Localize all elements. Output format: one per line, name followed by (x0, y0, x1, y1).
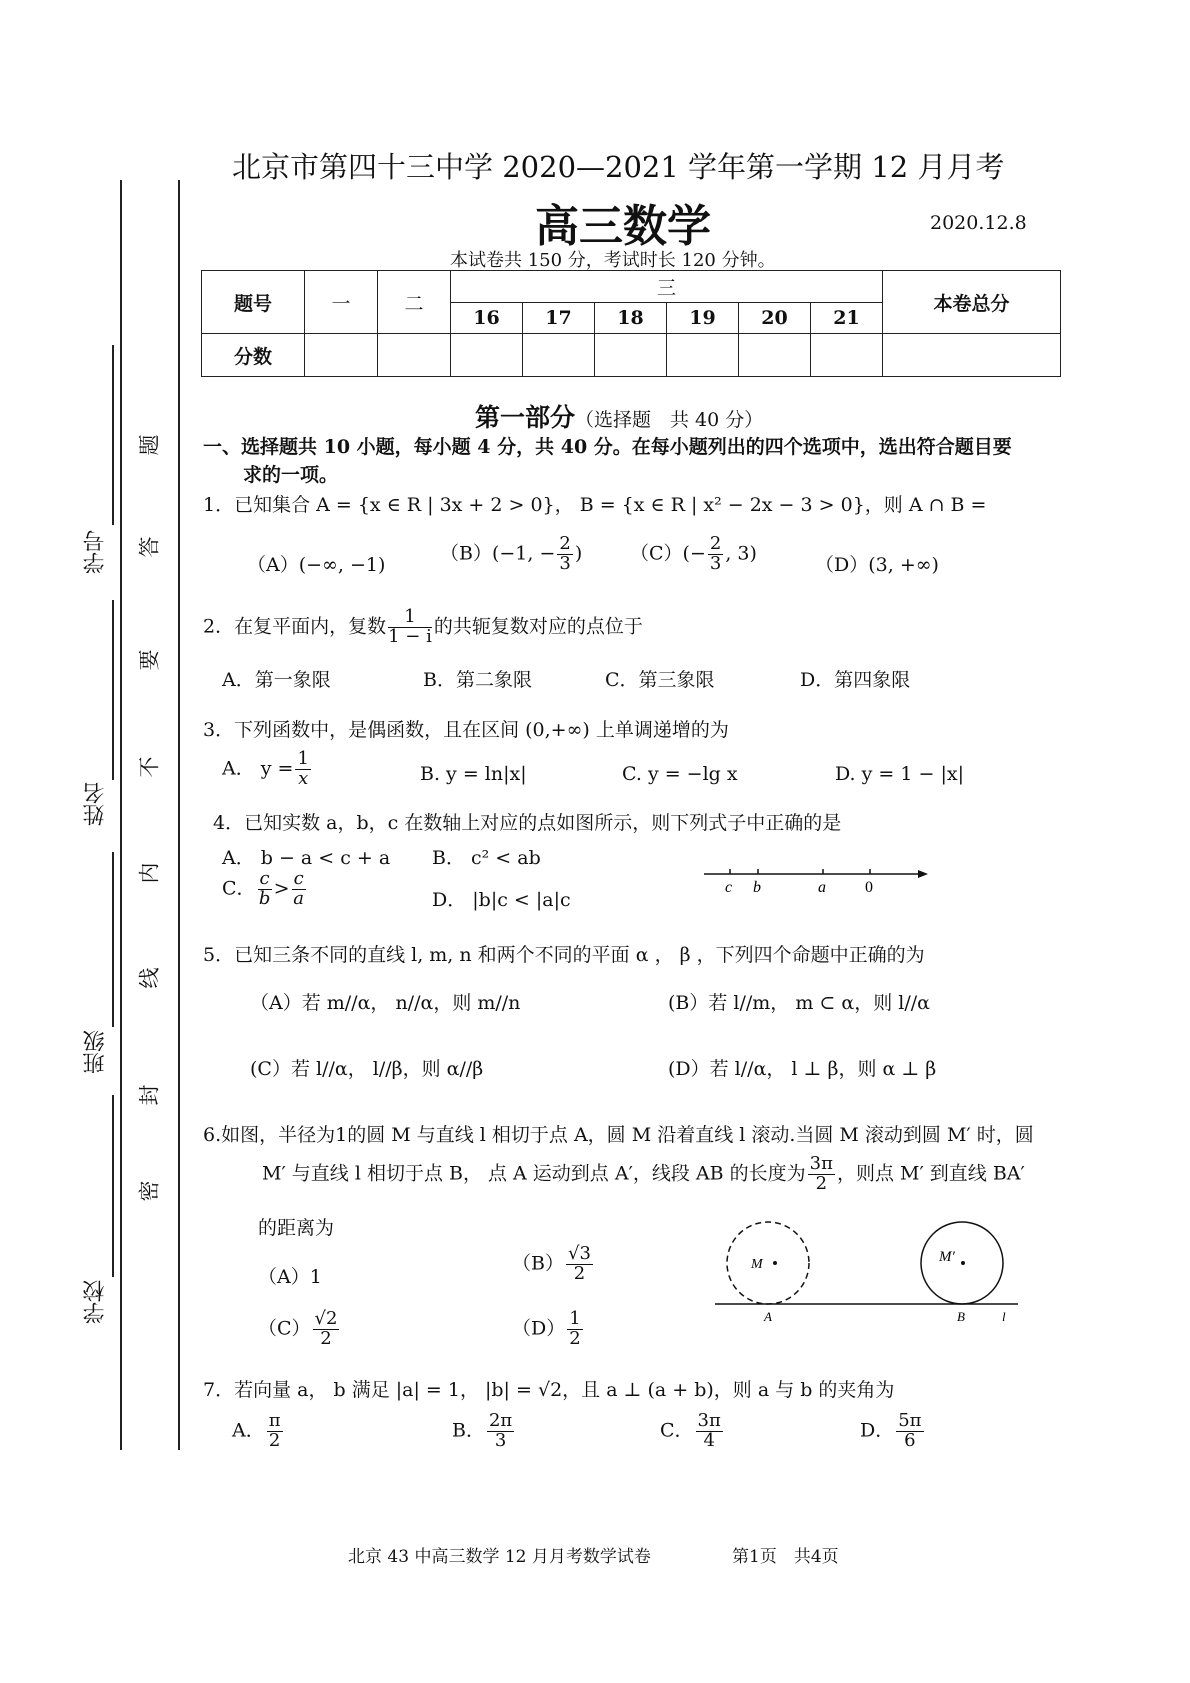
fig-label-b: B (957, 1309, 965, 1324)
score-cell[interactable] (523, 334, 595, 377)
name-blank[interactable] (112, 600, 114, 780)
header-q20: 20 (739, 303, 811, 334)
axis-label-0: 0 (865, 879, 873, 896)
q4-option-b[interactable]: B． c² < ab (432, 847, 541, 869)
exam-info: 本试卷共 150 分，考试时长 120 分钟。 (450, 250, 776, 271)
q3-option-b[interactable]: B. y = ln|x| (420, 763, 527, 785)
number-line-figure (700, 862, 940, 902)
warning-char-3: 要 (137, 649, 162, 671)
student-id-label: 学号 (83, 530, 108, 574)
student-id-blank[interactable] (112, 345, 114, 525)
q3-option-d[interactable]: D. y = 1 − |x| (835, 763, 964, 785)
binding-line-right (178, 180, 180, 1450)
q3-option-c[interactable]: C. y = −lg x (622, 763, 738, 785)
fig-label-m: M (751, 1257, 763, 1272)
warning-char-5: 内 (137, 862, 162, 884)
q6-option-b[interactable]: （B） $\frac{√3}{2}$ (512, 1243, 591, 1284)
header-q18: 18 (595, 303, 667, 334)
warning-char-6: 线 (137, 967, 162, 989)
score-cell[interactable] (451, 334, 523, 377)
q7-stem: 7．若向量 a， b 满足 |a| = 1， |b| = √2，且 a ⊥ (a + b)，则 a 与 b 的夹角为 (203, 1379, 895, 1401)
class-label: 班级 (83, 1030, 108, 1074)
q6-line3: 的距离为 (258, 1217, 335, 1239)
rolling-circle-figure (710, 1215, 1030, 1330)
header-q19: 19 (667, 303, 739, 334)
school-label: 学校 (83, 1280, 108, 1324)
q4-option-d[interactable]: D． |b|c < |a|c (432, 889, 571, 911)
q2-option-c[interactable]: C．第三象限 (605, 669, 715, 691)
warning-char-7: 封 (137, 1084, 162, 1106)
score-cell-total[interactable] (883, 334, 1061, 377)
q7-option-c[interactable]: C． $\frac{3\pi}{4}$ (660, 1410, 721, 1451)
q5-option-d[interactable]: (D）若 l//α， l ⊥ β，则 α ⊥ β (668, 1058, 937, 1080)
q7-option-a[interactable]: A． $\frac{\pi}{2}$ (232, 1410, 281, 1451)
footer-title: 北京 43 中高三数学 12 月月考数学试卷 (348, 1547, 651, 1567)
q6-option-a[interactable]: （A）1 (258, 1266, 322, 1288)
score-cell[interactable] (305, 334, 378, 377)
header-q16: 16 (451, 303, 523, 334)
score-cell[interactable] (811, 334, 883, 377)
q1-option-b[interactable]: （B）(−1, − $\frac{2}{3}$ ) (440, 533, 583, 574)
q4-option-a[interactable]: A． b − a < c + a (222, 847, 391, 869)
header-question-no: 题号 (202, 271, 305, 334)
q6-line2: M′ 与直线 l 相切于点 B， 点 A 运动到点 A′，线段 AB 的长度为 $\frac{3\pi}{2}$ ，则点 M′ 到直线 BA′ (262, 1153, 1025, 1194)
page-number: 第1页 共4页 (732, 1547, 839, 1567)
school-blank[interactable] (112, 1095, 114, 1277)
exam-date: 2020.12.8 (930, 212, 1027, 234)
q7-option-d[interactable]: D． $\frac{5\pi}{6}$ (860, 1410, 922, 1451)
q5-option-a[interactable]: （A）若 m//α， n//α，则 m//n (250, 992, 521, 1014)
part1-title: 第一部分 (475, 403, 576, 432)
q5-option-b[interactable]: (B）若 l//m， m ⊂ α，则 l//α (668, 992, 930, 1014)
axis-label-c: c (725, 879, 733, 896)
q2-option-a[interactable]: A．第一象限 (222, 669, 331, 691)
warning-char-2: 答 (137, 536, 162, 558)
class-blank[interactable] (112, 852, 114, 1027)
header-part-1: 一 (305, 271, 378, 334)
fig-label-a: A (764, 1309, 772, 1324)
q5-stem: 5．已知三条不同的直线 l, m, n 和两个不同的平面 α ， β ，下列四个命题中正确的为 (203, 944, 925, 966)
header-part-2: 二 (378, 271, 451, 334)
axis-label-b: b (753, 879, 761, 896)
header-total: 本卷总分 (883, 271, 1061, 334)
header-q17: 17 (523, 303, 595, 334)
q4-option-c[interactable]: C． $\frac{c}{b}$ > $\frac{c}{a}$ (222, 868, 304, 909)
q1-stem: 1．已知集合 A = {x ∈ R | 3x + 2 > 0}， B = {x ∈ R | x² − 2x − 3 > 0}，则 A ∩ B = (203, 494, 987, 516)
warning-char-8: 密 (137, 1180, 162, 1202)
part1-heading (475, 398, 763, 434)
warning-char-4: 不 (137, 756, 162, 778)
exam-title: 北京市第四十三中学 2020—2021 学年第一学期 12 月月考 (232, 150, 1005, 184)
score-cell[interactable] (739, 334, 811, 377)
warning-char-1: 题 (137, 434, 162, 456)
instruction-line2: 求的一项。 (243, 464, 339, 486)
fig-label-l: l (1002, 1309, 1006, 1324)
axis-label-a: a (818, 879, 826, 896)
q4-stem: 4．已知实数 a，b，c 在数轴上对应的点如图所示，则下列式子中正确的是 (213, 812, 842, 834)
q1-option-c[interactable]: （C）(− $\frac{2}{3}$ , 3) (630, 533, 757, 574)
q7-option-b[interactable]: B． $\frac{2\pi}{3}$ (452, 1410, 513, 1451)
instruction-line1: 一、选择题共 10 小题，每小题 4 分，共 40 分。在每小题列出的四个选项中，选出符合题目要 (203, 436, 1012, 458)
binding-line-left (120, 180, 122, 1450)
q6-option-c[interactable]: （C） $\frac{√2}{2}$ (258, 1308, 338, 1349)
score-cell[interactable] (667, 334, 739, 377)
q2-option-d[interactable]: D．第四象限 (800, 669, 911, 691)
header-q21: 21 (811, 303, 883, 334)
q3-stem: 3．下列函数中，是偶函数，且在区间 (0,+∞) 上单调递增的为 (203, 719, 729, 741)
q2-stem: 2．在复平面内，复数 $\frac{1}{1 - i}$ 的共轭复数对应的点位于 (203, 606, 643, 647)
q6-line1: 6.如图，半径为1的圆 M 与直线 l 相切于点 A，圆 M 沿着直线 l 滚动.当圆 M 滚动到圆 M′ 时，圆 (203, 1124, 1034, 1146)
q6-option-d[interactable]: （D） $\frac{1}{2}$ (512, 1308, 581, 1349)
q1-option-a[interactable]: （A）(−∞, −1) (247, 554, 386, 576)
q3-option-a[interactable]: A． y = $\frac{1}{x}$ (222, 748, 309, 789)
score-cell[interactable] (595, 334, 667, 377)
fig-label-m-prime: M′ (939, 1249, 955, 1265)
part1-note: （选择题 共 40 分） (575, 409, 764, 431)
header-part-3: 三 (451, 271, 883, 303)
q2-option-b[interactable]: B．第二象限 (423, 669, 532, 691)
q5-option-c[interactable]: (C）若 l//α， l//β，则 α//β (250, 1058, 484, 1080)
subject-title: 高三数学 (535, 201, 711, 252)
q1-option-d[interactable]: （D）(3, +∞) (815, 554, 939, 576)
name-label: 姓名 (83, 782, 108, 826)
score-label: 分数 (202, 334, 305, 377)
score-table (201, 270, 1061, 377)
score-cell[interactable] (378, 334, 451, 377)
